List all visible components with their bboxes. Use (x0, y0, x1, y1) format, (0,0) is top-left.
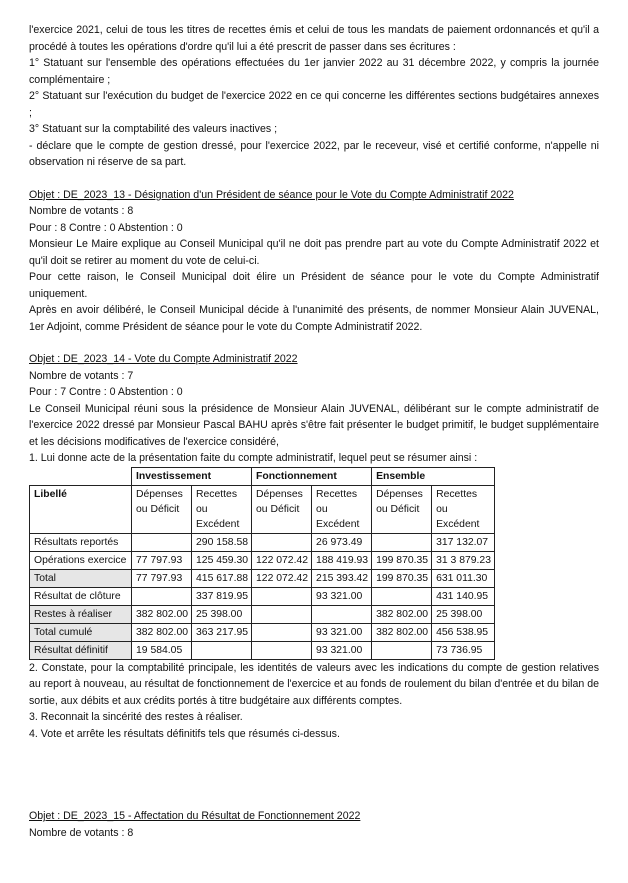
table-cell: 122 072.42 (252, 551, 312, 569)
section-14-paragraph-1: Le Conseil Municipal réuni sous la présidence de Monsieur Alain JUVENAL, délibérant sur le compte administratif de l'exercice 2022 dressé par Monsieur Pascal BAHU après s'être fait présenter le budget primitif, le budget supplémentaire et les décisions modificatives de l'exercice considéré, (29, 402, 599, 448)
row-label: Restes à réaliser (30, 605, 132, 623)
table-cell (252, 587, 312, 605)
section-13-votes: Pour : 8 Contre : 0 Abstention : 0 (29, 221, 183, 234)
table-group-header-row (30, 467, 495, 485)
table-cell: 431 140.95 (432, 587, 495, 605)
table-cell: 363 217.95 (192, 623, 252, 641)
table-cell: 382 802.00 (132, 623, 192, 641)
row-label: Opérations exercice (30, 551, 132, 569)
table-cell: 93 321.00 (312, 623, 372, 641)
subheader-depenses: Dépenses ou Déficit (372, 485, 432, 533)
intro-item-2: 2° Statuant sur l'exécution du budget de l'exercice 2022 en ce qui concerne les différentes sections budgétaires annexes ; (29, 90, 599, 119)
table-cell (372, 641, 432, 659)
table-corner-cell (30, 467, 132, 485)
table-cell: 77 797.93 (132, 569, 192, 587)
section-13-paragraph-3: Après en avoir délibéré, le Conseil Municipal décide à l'unanimité des présents, de nommer Monsieur Alain JUVENAL, 1er Adjoint, comme Président de séance pour le vote du Compte Administratif 2022. (29, 304, 599, 333)
table-cell (252, 641, 312, 659)
table-row (30, 605, 495, 623)
group-investissement: Investissement (132, 467, 252, 485)
table-cell (252, 605, 312, 623)
table-cell: 26 973.49 (312, 533, 372, 551)
table-cell: 77 797.93 (132, 551, 192, 569)
table-cell: 337 819.95 (192, 587, 252, 605)
section-14-paragraph-4: 3. Reconnait la sincérité des restes à réaliser. (29, 711, 243, 723)
section-15-title: Objet : DE_2023_15 - Affectation du Résultat de Fonctionnement 2022 (29, 810, 361, 822)
section-15-votants: Nombre de votants : 8 (29, 826, 134, 839)
section-13-paragraph-1: Monsieur Le Maire explique au Conseil Municipal qu'il ne doit pas prendre part au vote du Compte Administratif 2022 et qu'il doit se retirer au moment du vote de celui-ci. (29, 238, 599, 267)
section-14-votants: Nombre de votants : 7 (29, 369, 134, 382)
table-cell: 25 398.00 (192, 605, 252, 623)
table-cell (132, 587, 192, 605)
intro-declaration: - déclare que le compte de gestion dressé, pour l'exercice 2022, par le receveur, visé et certifié conforme, n'appelle ni observation ni réserve de sa part. (29, 139, 599, 168)
section-14-paragraph-5: 4. Vote et arrête les résultats définitifs tels que résumés ci-dessus. (29, 727, 340, 740)
table-cell: 93 321.00 (312, 587, 372, 605)
table-cell: 415 617.88 (192, 569, 252, 587)
table-cell: 93 321.00 (312, 641, 372, 659)
compte-administratif-table (29, 467, 495, 660)
section-13-paragraph-2: Pour cette raison, le Conseil Municipal doit élire un Président de séance pour le vote du Compte Administratif uniquement. (29, 271, 599, 300)
table-cell: 631 011.30 (432, 569, 495, 587)
table-cell: 19 584.05 (132, 641, 192, 659)
table-cell (372, 587, 432, 605)
table-cell: 382 802.00 (372, 623, 432, 641)
document-page (29, 22, 599, 841)
table-cell: 188 419.93 (312, 551, 372, 569)
table-subheader-row (30, 485, 495, 533)
table-cell (132, 533, 192, 551)
section-14-paragraph-3: 2. Constate, pour la comptabilité principale, les identités de valeurs avec les indications du compte de gestion relatives au report à nouveau, au résultat de fonctionnement de l'exercice et au fonds de roulement du bilan d'entrée et du bilan de sortie, aux débits et aux crédits portés à titre budgétaire aux différents comptes. (29, 661, 599, 707)
section-13-title: Objet : DE_2023_13 - Désignation d'un Président de séance pour le Vote du Compte Administratif 2022 (29, 188, 514, 201)
subheader-recettes: Recettes ou Excédent (192, 485, 252, 533)
table-cell: 456 538.95 (432, 623, 495, 641)
intro-item-1: 1° Statuant sur l'ensemble des opérations effectuées du 1er janvier 2022 au 31 décembre 2022, y compris la journée complémentaire ; (29, 57, 599, 86)
section-13-votants: Nombre de votants : 8 (29, 205, 134, 217)
intro-item-3: 3° Statuant sur la comptabilité des valeurs inactives ; (29, 123, 278, 135)
table-cell: 31 3 879.23 (432, 551, 495, 569)
table-cell (252, 623, 312, 641)
intro-paragraph: l'exercice 2021, celui de tous les titres de recettes émis et celui de tous les mandats de paiement ordonnancés et qu'il a procédé à toutes les opérations d'ordre qu'il lui a été prescrit de passer dans ses écritures : (29, 24, 599, 53)
table-cell (372, 533, 432, 551)
table-cell: 73 736.95 (432, 641, 495, 659)
table-row (30, 623, 495, 641)
table-cell (252, 533, 312, 551)
table-cell (192, 641, 252, 659)
subheader-recettes: Recettes ou Excédent (312, 485, 372, 533)
table-row (30, 551, 495, 569)
section-14-votes: Pour : 7 Contre : 0 Abstention : 0 (29, 386, 183, 398)
row-label: Résultat de clôture (30, 587, 132, 605)
table-cell: 215 393.42 (312, 569, 372, 587)
column-label-libelle: Libellé (30, 485, 132, 533)
table-cell: 199 870.35 (372, 569, 432, 587)
table-cell: 290 158.58 (192, 533, 252, 551)
group-ensemble: Ensemble (372, 467, 495, 485)
row-label: Résultats reportés (30, 533, 132, 551)
table-row (30, 587, 495, 605)
table-cell (312, 605, 372, 623)
table-cell: 382 802.00 (372, 605, 432, 623)
table-row (30, 533, 495, 551)
subheader-recettes: Recettes ou Excédent (432, 485, 495, 533)
table-row (30, 569, 495, 587)
table-cell: 199 870.35 (372, 551, 432, 569)
group-fonctionnement: Fonctionnement (252, 467, 372, 485)
table-cell: 125 459.30 (192, 551, 252, 569)
table-cell: 382 802.00 (132, 605, 192, 623)
subheader-depenses: Dépenses ou Déficit (252, 485, 312, 533)
table-row (30, 641, 495, 659)
row-label: Total (30, 569, 132, 587)
row-label: Total cumulé (30, 623, 132, 641)
table-cell: 317 132.07 (432, 533, 495, 551)
subheader-depenses: Dépenses ou Déficit (132, 485, 192, 533)
section-14-paragraph-2: 1. Lui donne acte de la présentation faite du compte administratif, lequel peut se résumer ainsi : (29, 452, 478, 464)
table-cell: 122 072.42 (252, 569, 312, 587)
section-14-title: Objet : DE_2023_14 - Vote du Compte Administratif 2022 (29, 353, 298, 365)
table-cell: 25 398.00 (432, 605, 495, 623)
row-label: Résultat définitif (30, 641, 132, 659)
